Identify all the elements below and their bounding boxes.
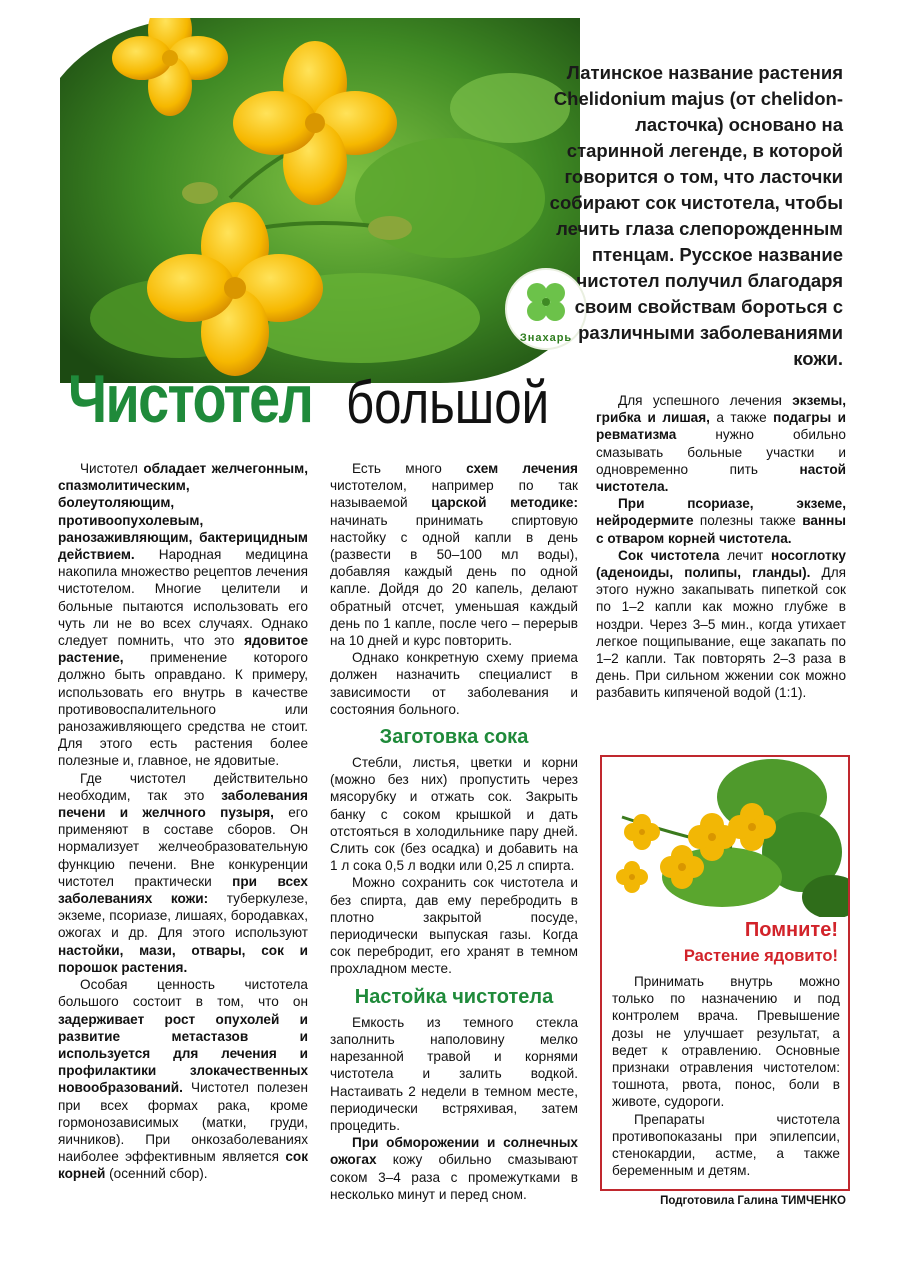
paragraph: Особая ценность чистотела большого состоит в том, что он задерживает рост опухолей и развитие метастазов и используется для лечения и профилактики злокачественных новообразований. Чистотел полезен при всех формах рака, кроме гормонозависимых (матки, груди, яичников). При онкозаболеваниях наиболее эффективным является сок корней (осенний сбор). bbox=[58, 977, 308, 1182]
paragraph: Емкость из темного стекла заполнить наполовину мелко нарезанной травой и корнями чистотела и залить водкой. Настаивать 2 недели в темном месте, периодически встряхивая, затем процедить. bbox=[330, 1014, 578, 1133]
subheading-tincture: Настойка чистотела bbox=[354, 985, 554, 1008]
article-title bbox=[68, 360, 550, 438]
badge-label: Знахарь bbox=[519, 332, 573, 344]
paragraph: Есть много схем лечения чистотелом, например по так называемой царской методике: начинать принимать спиртовую настойку с одной капли в день (развести в 50–100 мл воды), добавляя каждый день по одной капле. Дойдя до 20 капель, делают обратный отсчет, уменьшая каждый день по 1 капле, после чего – перерыв на 10 дней и курс повторить. bbox=[330, 461, 578, 649]
celandine-flower-photo bbox=[602, 757, 848, 917]
intro-text: Латинское название растения Chelidonium majus (от chelidon- ласточка) основано на старинной легенде, в которой говорится о том, что ласточки собирают сок чистотела, чтобы лечить глаза слепорожденным птенцам. Русское название чистотел получил благодаря своим свойствам бороться с различными заболеваниями кожи. bbox=[549, 62, 843, 369]
paragraph: Где чистотел действительно необходим, так это заболевания печени и желчного пузыря, его применяют в составе сборов. Он нормализует желчеобразовательную функцию печени. Вне конкуренции чистотел практически при всех заболеваниях кожи: туберкулезе, экземе, псориазе, лишаях, бородавках, ожогах и др. Для этого используют настойки, мази, отвары, сок и порошок растения. bbox=[58, 770, 308, 975]
paragraph: Чистотел обладает желчегонным, спазмолитическим, болеутоляющим, противоопухолевым, ранозаживляющим, бактерицидным действием. Народная медицина накопила множество рецептов лечения чистотелом. Многие целители и больные пытаются использовать его чуть ли не во всех случаях. Однако следует помнить, что это ядовитое растение, применение которого должно быть оправдано. К примеру, использовать его внутрь в качестве противовоспалительного или ранозаживляющего средства не стоит. Для этого есть растения более полезные и, главное, не ядовитые. bbox=[58, 461, 308, 769]
paragraph: При обморожении и солнечных ожогах кожу обильно смазывают соком 3–4 раза с промежутками в несколько минут и перед сном. bbox=[330, 1135, 578, 1202]
title-sub: большой bbox=[346, 369, 550, 436]
paragraph: Стебли, листья, цветки и корни (можно без них) пропустить через мясорубку и отжать сок. Закрыть банку с соком крышкой и дать отстояться в холодильнике пару дней. Слить сок (без осадка) и добавить на 1 л сока 0,5 л водки или 0,25 л спирта. bbox=[330, 755, 578, 874]
paragraph: Можно сохранить сок чистотела и без спирта, дав ему перебродить в плотно закрытой посуде, периодически выпуская газы. Когда сок перебродит, его хранят в темном прохладном месте. bbox=[330, 875, 578, 977]
title-main: Чистотел bbox=[68, 361, 313, 437]
hero-photo bbox=[60, 18, 580, 383]
box-photo bbox=[602, 757, 848, 917]
paragraph: Сок чистотела лечит носоглотку (аденоиды, полипы, гланды). Для этого нужно закапывать пипеткой сок по 1–2 капли как можно глубже в ноздри. Через 3–5 мин., когда утихает легкое пощипывание, еще закапать по 1–2 капли. Так повторять 2–3 раза в день. При сильном жжении сок можно разбавить кипяченой водой (1:1). bbox=[596, 547, 846, 701]
warning-text bbox=[612, 973, 840, 1179]
paragraph: Для успешного лечения экземы, грибка и лишая, а также подагры и ревматизма нужно обильно смазывать больные участки и одновременно пить настой чистотела. bbox=[596, 393, 847, 495]
paragraph: Препараты чистотела противопоказаны при эпилепсии, стенокардии, астме, а также беременным и детям. bbox=[612, 1111, 840, 1179]
paragraph: При псориазе, экземе, нейродермите полезны также ванны с отваром корней чистотела. bbox=[596, 496, 846, 546]
column-3 bbox=[596, 392, 846, 702]
warning-heading: Помните! bbox=[744, 919, 838, 941]
warning-box bbox=[600, 755, 850, 1191]
author-credit: Подготовила Галина ТИМЧЕНКО bbox=[660, 1195, 846, 1207]
subheading-juice: Заготовка сока bbox=[379, 726, 529, 749]
warning-subheading: Растение ядовито! bbox=[683, 947, 838, 965]
paragraph: Принимать внутрь можно только по назначению и под контролем врача. Превышение дозы не улучшает результат, а ведет к отравлению. Основные признаки отравления чистотелом: тошнота, рвота, понос, боли в животе, судороги. bbox=[612, 974, 840, 1110]
column-2 bbox=[330, 460, 578, 1203]
celandine-flower-photo bbox=[60, 18, 580, 383]
column-1 bbox=[58, 460, 308, 1183]
paragraph: Однако конкретную схему приема должен назначить специалист в зависимости от заболевания и состояния больного. bbox=[330, 650, 578, 717]
